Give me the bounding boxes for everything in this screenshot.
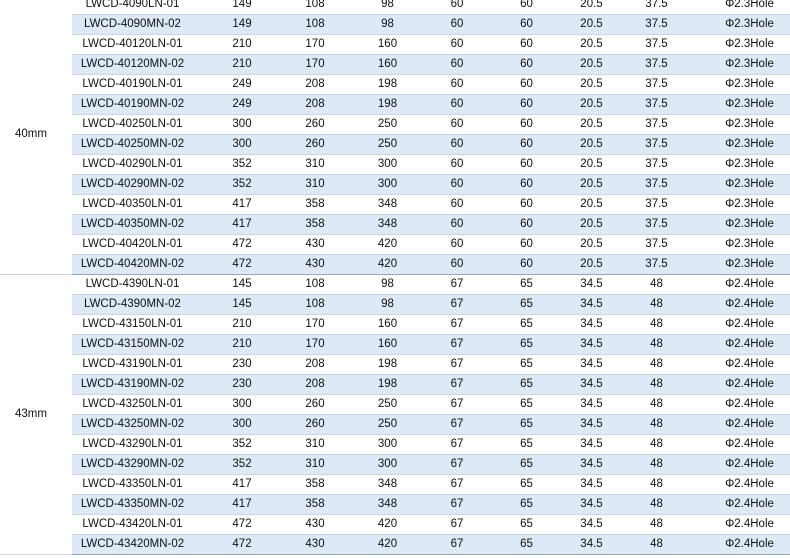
model-cell: LWCD-4090MN-02 — [72, 15, 207, 35]
table-row — [0, 95, 790, 115]
value-cell: 348 — [353, 475, 422, 495]
value-cell: 60 — [422, 35, 492, 55]
hole-cell: Φ2.3Hole — [691, 55, 790, 75]
value-cell: 65 — [492, 455, 561, 475]
value-cell: 300 — [353, 155, 422, 175]
value-cell: 67 — [422, 415, 492, 435]
model-cell: LWCD-43190MN-02 — [72, 375, 207, 395]
model-cell: LWCD-43420LN-01 — [72, 515, 207, 535]
hole-cell: Φ2.3Hole — [691, 95, 790, 115]
value-cell: 310 — [277, 155, 353, 175]
model-cell: LWCD-40190LN-01 — [72, 75, 207, 95]
value-cell: 249 — [207, 75, 277, 95]
value-cell: 472 — [207, 515, 277, 535]
value-cell: 230 — [207, 355, 277, 375]
value-cell: 472 — [207, 535, 277, 555]
value-cell: 60 — [422, 195, 492, 215]
hole-cell: Φ2.3Hole — [691, 15, 790, 35]
value-cell: 67 — [422, 495, 492, 515]
value-cell: 67 — [422, 535, 492, 555]
model-cell: LWCD-43350MN-02 — [72, 495, 207, 515]
value-cell: 48 — [622, 315, 691, 335]
model-cell: LWCD-43150MN-02 — [72, 335, 207, 355]
value-cell: 34.5 — [561, 435, 622, 455]
value-cell: 60 — [492, 255, 561, 275]
value-cell: 358 — [277, 495, 353, 515]
table-row — [0, 395, 790, 415]
value-cell: 67 — [422, 375, 492, 395]
table-row — [0, 415, 790, 435]
value-cell: 48 — [622, 295, 691, 315]
value-cell: 65 — [492, 375, 561, 395]
value-cell: 420 — [353, 535, 422, 555]
value-cell: 67 — [422, 455, 492, 475]
hole-cell: Φ2.4Hole — [691, 335, 790, 355]
value-cell: 60 — [492, 0, 561, 15]
value-cell: 67 — [422, 295, 492, 315]
value-cell: 310 — [277, 435, 353, 455]
hole-cell: Φ2.3Hole — [691, 75, 790, 95]
value-cell: 48 — [622, 535, 691, 555]
value-cell: 250 — [353, 115, 422, 135]
value-cell: 352 — [207, 455, 277, 475]
hole-cell: Φ2.3Hole — [691, 115, 790, 135]
value-cell: 170 — [277, 315, 353, 335]
table-row — [0, 75, 790, 95]
value-cell: 60 — [492, 155, 561, 175]
value-cell: 60 — [492, 235, 561, 255]
value-cell: 67 — [422, 435, 492, 455]
value-cell: 48 — [622, 475, 691, 495]
value-cell: 20.5 — [561, 0, 622, 15]
hole-cell: Φ2.4Hole — [691, 395, 790, 415]
value-cell: 20.5 — [561, 15, 622, 35]
value-cell: 20.5 — [561, 55, 622, 75]
value-cell: 67 — [422, 315, 492, 335]
value-cell: 20.5 — [561, 155, 622, 175]
value-cell: 300 — [353, 435, 422, 455]
value-cell: 34.5 — [561, 375, 622, 395]
table-row — [0, 375, 790, 395]
value-cell: 352 — [207, 435, 277, 455]
value-cell: 310 — [277, 175, 353, 195]
table-row — [0, 175, 790, 195]
value-cell: 37.5 — [622, 235, 691, 255]
table-row — [0, 115, 790, 135]
size-group-label: 43mm — [0, 275, 72, 555]
value-cell: 34.5 — [561, 475, 622, 495]
value-cell: 352 — [207, 155, 277, 175]
value-cell: 430 — [277, 515, 353, 535]
value-cell: 60 — [422, 55, 492, 75]
value-cell: 208 — [277, 95, 353, 115]
model-cell: LWCD-40250MN-02 — [72, 135, 207, 155]
value-cell: 37.5 — [622, 0, 691, 15]
hole-cell: Φ2.4Hole — [691, 495, 790, 515]
table-row — [0, 35, 790, 55]
table-row — [0, 0, 790, 15]
model-cell: LWCD-40120LN-01 — [72, 35, 207, 55]
table-row — [0, 355, 790, 375]
hole-cell: Φ2.4Hole — [691, 515, 790, 535]
value-cell: 358 — [277, 215, 353, 235]
value-cell: 300 — [207, 415, 277, 435]
value-cell: 98 — [353, 15, 422, 35]
value-cell: 210 — [207, 315, 277, 335]
value-cell: 37.5 — [622, 175, 691, 195]
value-cell: 48 — [622, 515, 691, 535]
value-cell: 108 — [277, 275, 353, 295]
value-cell: 60 — [422, 15, 492, 35]
value-cell: 260 — [277, 115, 353, 135]
value-cell: 60 — [492, 215, 561, 235]
value-cell: 145 — [207, 275, 277, 295]
table-row — [0, 435, 790, 455]
value-cell: 37.5 — [622, 75, 691, 95]
value-cell: 67 — [422, 355, 492, 375]
value-cell: 160 — [353, 55, 422, 75]
value-cell: 48 — [622, 435, 691, 455]
model-cell: LWCD-40290LN-01 — [72, 155, 207, 175]
model-cell: LWCD-4390MN-02 — [72, 295, 207, 315]
hole-cell: Φ2.4Hole — [691, 415, 790, 435]
value-cell: 108 — [277, 0, 353, 15]
value-cell: 20.5 — [561, 255, 622, 275]
hole-cell: Φ2.4Hole — [691, 435, 790, 455]
model-cell: LWCD-40420MN-02 — [72, 255, 207, 275]
value-cell: 48 — [622, 275, 691, 295]
value-cell: 48 — [622, 375, 691, 395]
value-cell: 60 — [492, 195, 561, 215]
value-cell: 48 — [622, 395, 691, 415]
value-cell: 67 — [422, 475, 492, 495]
value-cell: 34.5 — [561, 535, 622, 555]
value-cell: 170 — [277, 35, 353, 55]
value-cell: 48 — [622, 455, 691, 475]
value-cell: 260 — [277, 135, 353, 155]
value-cell: 34.5 — [561, 495, 622, 515]
hole-cell: Φ2.4Hole — [691, 455, 790, 475]
value-cell: 20.5 — [561, 175, 622, 195]
value-cell: 60 — [422, 115, 492, 135]
hole-cell: Φ2.4Hole — [691, 375, 790, 395]
value-cell: 34.5 — [561, 315, 622, 335]
model-cell: LWCD-4090LN-01 — [72, 0, 207, 15]
value-cell: 34.5 — [561, 515, 622, 535]
hole-cell: Φ2.3Hole — [691, 0, 790, 15]
value-cell: 60 — [422, 235, 492, 255]
value-cell: 60 — [422, 135, 492, 155]
value-cell: 198 — [353, 355, 422, 375]
table-row — [0, 235, 790, 255]
value-cell: 65 — [492, 335, 561, 355]
model-cell: LWCD-43250MN-02 — [72, 415, 207, 435]
value-cell: 149 — [207, 0, 277, 15]
value-cell: 60 — [492, 55, 561, 75]
value-cell: 60 — [422, 215, 492, 235]
value-cell: 348 — [353, 215, 422, 235]
table-row — [0, 475, 790, 495]
hole-cell: Φ2.3Hole — [691, 35, 790, 55]
value-cell: 250 — [353, 395, 422, 415]
value-cell: 67 — [422, 515, 492, 535]
size-group-label: 40mm — [0, 0, 72, 275]
value-cell: 34.5 — [561, 335, 622, 355]
value-cell: 65 — [492, 535, 561, 555]
value-cell: 417 — [207, 475, 277, 495]
model-cell: LWCD-43290MN-02 — [72, 455, 207, 475]
model-cell: LWCD-43350LN-01 — [72, 475, 207, 495]
value-cell: 67 — [422, 395, 492, 415]
value-cell: 20.5 — [561, 75, 622, 95]
value-cell: 60 — [492, 15, 561, 35]
value-cell: 160 — [353, 315, 422, 335]
value-cell: 198 — [353, 75, 422, 95]
value-cell: 37.5 — [622, 155, 691, 175]
value-cell: 98 — [353, 0, 422, 15]
model-cell: LWCD-43190LN-01 — [72, 355, 207, 375]
table-row — [0, 295, 790, 315]
value-cell: 170 — [277, 55, 353, 75]
value-cell: 20.5 — [561, 35, 622, 55]
value-cell: 37.5 — [622, 255, 691, 275]
value-cell: 48 — [622, 355, 691, 375]
table-row — [0, 155, 790, 175]
model-cell: LWCD-40350MN-02 — [72, 215, 207, 235]
value-cell: 472 — [207, 255, 277, 275]
hole-cell: Φ2.4Hole — [691, 315, 790, 335]
value-cell: 60 — [422, 0, 492, 15]
value-cell: 260 — [277, 395, 353, 415]
table-row — [0, 455, 790, 475]
value-cell: 34.5 — [561, 275, 622, 295]
value-cell: 65 — [492, 315, 561, 335]
value-cell: 60 — [492, 115, 561, 135]
value-cell: 60 — [492, 175, 561, 195]
value-cell: 34.5 — [561, 395, 622, 415]
value-cell: 65 — [492, 475, 561, 495]
value-cell: 160 — [353, 335, 422, 355]
table-row — [0, 55, 790, 75]
value-cell: 352 — [207, 175, 277, 195]
hole-cell: Φ2.4Hole — [691, 535, 790, 555]
model-cell: LWCD-43250LN-01 — [72, 395, 207, 415]
value-cell: 300 — [207, 395, 277, 415]
value-cell: 37.5 — [622, 215, 691, 235]
value-cell: 37.5 — [622, 35, 691, 55]
hole-cell: Φ2.4Hole — [691, 355, 790, 375]
value-cell: 60 — [492, 135, 561, 155]
value-cell: 417 — [207, 215, 277, 235]
value-cell: 60 — [492, 35, 561, 55]
value-cell: 198 — [353, 95, 422, 115]
value-cell: 249 — [207, 95, 277, 115]
value-cell: 20.5 — [561, 135, 622, 155]
value-cell: 420 — [353, 515, 422, 535]
hole-cell: Φ2.4Hole — [691, 475, 790, 495]
table-row — [0, 135, 790, 155]
model-cell: LWCD-43290LN-01 — [72, 435, 207, 455]
value-cell: 210 — [207, 55, 277, 75]
model-cell: LWCD-40290MN-02 — [72, 175, 207, 195]
value-cell: 472 — [207, 235, 277, 255]
value-cell: 60 — [422, 175, 492, 195]
value-cell: 48 — [622, 495, 691, 515]
model-cell: LWCD-40420LN-01 — [72, 235, 207, 255]
value-cell: 210 — [207, 335, 277, 355]
value-cell: 300 — [207, 135, 277, 155]
value-cell: 65 — [492, 515, 561, 535]
value-cell: 208 — [277, 75, 353, 95]
table-row — [0, 255, 790, 275]
value-cell: 37.5 — [622, 115, 691, 135]
value-cell: 300 — [353, 455, 422, 475]
value-cell: 98 — [353, 275, 422, 295]
value-cell: 48 — [622, 415, 691, 435]
value-cell: 417 — [207, 195, 277, 215]
value-cell: 430 — [277, 255, 353, 275]
hole-cell: Φ2.4Hole — [691, 295, 790, 315]
value-cell: 358 — [277, 195, 353, 215]
value-cell: 67 — [422, 275, 492, 295]
value-cell: 170 — [277, 335, 353, 355]
table-row — [0, 15, 790, 35]
model-cell: LWCD-40350LN-01 — [72, 195, 207, 215]
value-cell: 20.5 — [561, 95, 622, 115]
value-cell: 34.5 — [561, 295, 622, 315]
value-cell: 37.5 — [622, 95, 691, 115]
value-cell: 260 — [277, 415, 353, 435]
value-cell: 149 — [207, 15, 277, 35]
value-cell: 20.5 — [561, 235, 622, 255]
model-cell: LWCD-43150LN-01 — [72, 315, 207, 335]
model-cell: LWCD-40120MN-02 — [72, 55, 207, 75]
model-cell: LWCD-40190MN-02 — [72, 95, 207, 115]
value-cell: 65 — [492, 395, 561, 415]
value-cell: 60 — [492, 75, 561, 95]
value-cell: 65 — [492, 355, 561, 375]
value-cell: 60 — [422, 255, 492, 275]
value-cell: 208 — [277, 375, 353, 395]
value-cell: 20.5 — [561, 215, 622, 235]
table-row — [0, 335, 790, 355]
value-cell: 300 — [207, 115, 277, 135]
hole-cell: Φ2.3Hole — [691, 195, 790, 215]
hole-cell: Φ2.3Hole — [691, 215, 790, 235]
value-cell: 420 — [353, 255, 422, 275]
value-cell: 65 — [492, 295, 561, 315]
value-cell: 65 — [492, 275, 561, 295]
value-cell: 108 — [277, 15, 353, 35]
value-cell: 67 — [422, 335, 492, 355]
value-cell: 250 — [353, 415, 422, 435]
value-cell: 60 — [422, 95, 492, 115]
hole-cell: Φ2.3Hole — [691, 175, 790, 195]
value-cell: 37.5 — [622, 135, 691, 155]
value-cell: 417 — [207, 495, 277, 515]
table-row — [0, 535, 790, 555]
value-cell: 65 — [492, 435, 561, 455]
value-cell: 37.5 — [622, 15, 691, 35]
value-cell: 20.5 — [561, 115, 622, 135]
hole-cell: Φ2.3Hole — [691, 235, 790, 255]
value-cell: 65 — [492, 495, 561, 515]
hole-cell: Φ2.3Hole — [691, 155, 790, 175]
value-cell: 145 — [207, 295, 277, 315]
value-cell: 310 — [277, 455, 353, 475]
value-cell: 358 — [277, 475, 353, 495]
table-row — [0, 195, 790, 215]
value-cell: 60 — [422, 155, 492, 175]
table-row — [0, 275, 790, 295]
table-row — [0, 315, 790, 335]
value-cell: 160 — [353, 35, 422, 55]
value-cell: 37.5 — [622, 195, 691, 215]
model-cell: LWCD-43420MN-02 — [72, 535, 207, 555]
table-row — [0, 515, 790, 535]
table-row — [0, 215, 790, 235]
value-cell: 348 — [353, 195, 422, 215]
value-cell: 348 — [353, 495, 422, 515]
value-cell: 420 — [353, 235, 422, 255]
value-cell: 198 — [353, 375, 422, 395]
value-cell: 48 — [622, 335, 691, 355]
value-cell: 430 — [277, 235, 353, 255]
value-cell: 20.5 — [561, 195, 622, 215]
value-cell: 65 — [492, 415, 561, 435]
value-cell: 34.5 — [561, 355, 622, 375]
value-cell: 98 — [353, 295, 422, 315]
hole-cell: Φ2.4Hole — [691, 275, 790, 295]
value-cell: 37.5 — [622, 55, 691, 75]
value-cell: 60 — [422, 75, 492, 95]
value-cell: 430 — [277, 535, 353, 555]
value-cell: 208 — [277, 355, 353, 375]
value-cell: 34.5 — [561, 415, 622, 435]
table-row — [0, 495, 790, 515]
value-cell: 230 — [207, 375, 277, 395]
value-cell: 210 — [207, 35, 277, 55]
value-cell: 108 — [277, 295, 353, 315]
value-cell: 250 — [353, 135, 422, 155]
hole-cell: Φ2.3Hole — [691, 255, 790, 275]
hole-cell: Φ2.3Hole — [691, 135, 790, 155]
value-cell: 60 — [492, 95, 561, 115]
model-cell: LWCD-4390LN-01 — [72, 275, 207, 295]
value-cell: 34.5 — [561, 455, 622, 475]
model-cell: LWCD-40250LN-01 — [72, 115, 207, 135]
value-cell: 300 — [353, 175, 422, 195]
